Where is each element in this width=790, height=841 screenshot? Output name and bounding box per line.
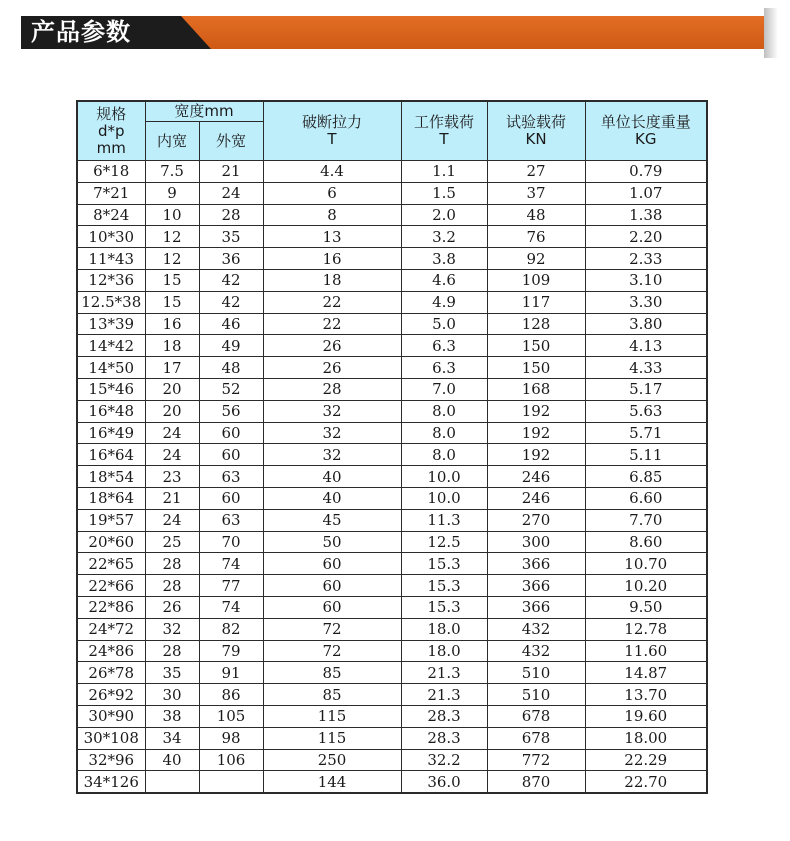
header-weight-line2: KG <box>635 130 657 148</box>
cell-working-load: 8.0 <box>401 400 487 422</box>
cell-inner-width <box>145 771 199 793</box>
cell-breaking-force: 32 <box>263 444 401 466</box>
cell-spec: 24*72 <box>77 618 145 640</box>
cell-inner-width: 38 <box>145 705 199 727</box>
cell-unit-weight: 5.71 <box>585 422 707 444</box>
cell-inner-width: 24 <box>145 444 199 466</box>
table-row <box>77 269 707 291</box>
cell-test-load: 510 <box>487 662 585 684</box>
header-breaking-force <box>263 101 401 161</box>
header-test-line2: KN <box>525 130 547 148</box>
cell-unit-weight: 5.63 <box>585 400 707 422</box>
cell-breaking-force: 6 <box>263 182 401 204</box>
header-spec-line1: 规格 <box>96 104 127 123</box>
cell-working-load: 8.0 <box>401 422 487 444</box>
cell-unit-weight: 5.17 <box>585 378 707 400</box>
table-row <box>77 182 707 204</box>
table-row <box>77 204 707 226</box>
cell-spec: 22*65 <box>77 553 145 575</box>
cell-unit-weight: 22.70 <box>585 771 707 793</box>
cell-breaking-force: 13 <box>263 226 401 248</box>
cell-inner-width: 10 <box>145 204 199 226</box>
header-working-line1: 工作载荷 <box>414 113 475 131</box>
cell-breaking-force: 85 <box>263 662 401 684</box>
header-width-group: 宽度mm <box>145 101 263 122</box>
table-row <box>77 226 707 248</box>
cell-outer-width: 60 <box>199 444 263 466</box>
cell-unit-weight: 4.33 <box>585 357 707 379</box>
header-test-load <box>487 101 585 161</box>
cell-unit-weight: 19.60 <box>585 705 707 727</box>
cell-outer-width: 46 <box>199 313 263 335</box>
cell-inner-width: 17 <box>145 357 199 379</box>
cell-test-load: 48 <box>487 204 585 226</box>
table-row <box>77 618 707 640</box>
cell-working-load: 15.3 <box>401 575 487 597</box>
table-row <box>77 771 707 793</box>
cell-spec: 30*90 <box>77 705 145 727</box>
cell-breaking-force: 50 <box>263 531 401 553</box>
cell-working-load: 15.3 <box>401 553 487 575</box>
cell-test-load: 168 <box>487 378 585 400</box>
cell-unit-weight: 0.79 <box>585 161 707 183</box>
cell-test-load: 870 <box>487 771 585 793</box>
cell-breaking-force: 22 <box>263 291 401 313</box>
cell-outer-width: 35 <box>199 226 263 248</box>
cell-unit-weight: 1.38 <box>585 204 707 226</box>
cell-breaking-force: 60 <box>263 575 401 597</box>
cell-test-load: 192 <box>487 400 585 422</box>
cell-outer-width: 60 <box>199 422 263 444</box>
cell-inner-width: 16 <box>145 313 199 335</box>
cell-outer-width: 70 <box>199 531 263 553</box>
cell-inner-width: 23 <box>145 466 199 488</box>
cell-unit-weight: 3.10 <box>585 269 707 291</box>
table-row <box>77 727 707 749</box>
cell-test-load: 150 <box>487 335 585 357</box>
cell-spec: 20*60 <box>77 531 145 553</box>
cell-inner-width: 24 <box>145 509 199 531</box>
cell-test-load: 432 <box>487 618 585 640</box>
header-breaking-line2: T <box>327 130 337 148</box>
cell-working-load: 28.3 <box>401 705 487 727</box>
cell-inner-width: 34 <box>145 727 199 749</box>
cell-spec: 22*66 <box>77 575 145 597</box>
cell-inner-width: 18 <box>145 335 199 357</box>
header-working-line2: T <box>439 130 449 148</box>
cell-unit-weight: 8.60 <box>585 531 707 553</box>
cell-unit-weight: 18.00 <box>585 727 707 749</box>
cell-inner-width: 15 <box>145 291 199 313</box>
cell-unit-weight: 3.30 <box>585 291 707 313</box>
cell-working-load: 8.0 <box>401 444 487 466</box>
cell-outer-width: 24 <box>199 182 263 204</box>
cell-breaking-force: 8 <box>263 204 401 226</box>
cell-test-load: 678 <box>487 705 585 727</box>
cell-unit-weight: 1.07 <box>585 182 707 204</box>
cell-breaking-force: 115 <box>263 705 401 727</box>
cell-test-load: 366 <box>487 596 585 618</box>
cell-spec: 34*126 <box>77 771 145 793</box>
cell-unit-weight: 14.87 <box>585 662 707 684</box>
cell-inner-width: 28 <box>145 575 199 597</box>
cell-working-load: 4.6 <box>401 269 487 291</box>
cell-working-load: 18.0 <box>401 640 487 662</box>
cell-test-load: 366 <box>487 575 585 597</box>
table-row <box>77 248 707 270</box>
cell-working-load: 4.9 <box>401 291 487 313</box>
cell-breaking-force: 60 <box>263 553 401 575</box>
cell-outer-width: 105 <box>199 705 263 727</box>
cell-test-load: 678 <box>487 727 585 749</box>
cell-spec: 19*57 <box>77 509 145 531</box>
table-row <box>77 575 707 597</box>
cell-test-load: 27 <box>487 161 585 183</box>
cell-spec: 7*21 <box>77 182 145 204</box>
cell-unit-weight: 6.60 <box>585 487 707 509</box>
header-weight-line1: 单位长度重量 <box>600 113 691 131</box>
cell-outer-width: 82 <box>199 618 263 640</box>
header-spec-line2: d*p <box>97 121 125 140</box>
cell-breaking-force: 72 <box>263 640 401 662</box>
cell-unit-weight: 4.13 <box>585 335 707 357</box>
table-row <box>77 161 707 183</box>
cell-breaking-force: 32 <box>263 422 401 444</box>
cell-outer-width: 42 <box>199 291 263 313</box>
cell-inner-width: 32 <box>145 618 199 640</box>
cell-inner-width: 26 <box>145 596 199 618</box>
cell-test-load: 37 <box>487 182 585 204</box>
cell-working-load: 21.3 <box>401 662 487 684</box>
table-row <box>77 531 707 553</box>
cell-outer-width: 52 <box>199 378 263 400</box>
cell-breaking-force: 250 <box>263 749 401 771</box>
table-row <box>77 466 707 488</box>
cell-outer-width: 63 <box>199 466 263 488</box>
cell-outer-width: 77 <box>199 575 263 597</box>
cell-unit-weight: 5.11 <box>585 444 707 466</box>
table-row <box>77 640 707 662</box>
cell-breaking-force: 60 <box>263 596 401 618</box>
cell-breaking-force: 144 <box>263 771 401 793</box>
cell-working-load: 7.0 <box>401 378 487 400</box>
cell-working-load: 1.1 <box>401 161 487 183</box>
cell-test-load: 246 <box>487 487 585 509</box>
parameters-table <box>76 100 708 794</box>
cell-unit-weight: 9.50 <box>585 596 707 618</box>
cell-unit-weight: 2.33 <box>585 248 707 270</box>
header-breaking-line1: 破断拉力 <box>302 113 363 131</box>
cell-spec: 15*46 <box>77 378 145 400</box>
table-row <box>77 444 707 466</box>
cell-working-load: 6.3 <box>401 335 487 357</box>
cell-working-load: 10.0 <box>401 466 487 488</box>
cell-spec: 11*43 <box>77 248 145 270</box>
cell-spec: 6*18 <box>77 161 145 183</box>
cell-spec: 30*108 <box>77 727 145 749</box>
table-row <box>77 378 707 400</box>
table-row <box>77 335 707 357</box>
cell-outer-width <box>199 771 263 793</box>
cell-outer-width: 60 <box>199 487 263 509</box>
table-row <box>77 400 707 422</box>
cell-spec: 13*39 <box>77 313 145 335</box>
cell-spec: 18*54 <box>77 466 145 488</box>
cell-test-load: 366 <box>487 553 585 575</box>
cell-inner-width: 12 <box>145 248 199 270</box>
cell-spec: 14*42 <box>77 335 145 357</box>
cell-unit-weight: 22.29 <box>585 749 707 771</box>
cell-test-load: 270 <box>487 509 585 531</box>
table-row <box>77 357 707 379</box>
cell-breaking-force: 40 <box>263 487 401 509</box>
cell-test-load: 76 <box>487 226 585 248</box>
cell-spec: 14*50 <box>77 357 145 379</box>
cell-unit-weight: 10.70 <box>585 553 707 575</box>
banner-shadow <box>764 8 778 58</box>
cell-test-load: 150 <box>487 357 585 379</box>
table-row <box>77 749 707 771</box>
cell-outer-width: 63 <box>199 509 263 531</box>
cell-inner-width: 24 <box>145 422 199 444</box>
cell-test-load: 432 <box>487 640 585 662</box>
cell-working-load: 5.0 <box>401 313 487 335</box>
cell-working-load: 10.0 <box>401 487 487 509</box>
cell-working-load: 3.8 <box>401 248 487 270</box>
cell-outer-width: 48 <box>199 357 263 379</box>
cell-inner-width: 35 <box>145 662 199 684</box>
cell-spec: 32*96 <box>77 749 145 771</box>
cell-inner-width: 12 <box>145 226 199 248</box>
cell-inner-width: 28 <box>145 553 199 575</box>
cell-spec: 26*92 <box>77 684 145 706</box>
cell-inner-width: 21 <box>145 487 199 509</box>
cell-inner-width: 20 <box>145 400 199 422</box>
cell-spec: 12.5*38 <box>77 291 145 313</box>
table-body <box>77 161 707 794</box>
header-test-line1: 试验载荷 <box>506 113 567 131</box>
cell-test-load: 772 <box>487 749 585 771</box>
cell-outer-width: 28 <box>199 204 263 226</box>
cell-working-load: 18.0 <box>401 618 487 640</box>
cell-breaking-force: 26 <box>263 335 401 357</box>
cell-breaking-force: 115 <box>263 727 401 749</box>
cell-breaking-force: 28 <box>263 378 401 400</box>
cell-working-load: 1.5 <box>401 182 487 204</box>
cell-working-load: 6.3 <box>401 357 487 379</box>
cell-spec: 26*78 <box>77 662 145 684</box>
cell-test-load: 510 <box>487 684 585 706</box>
cell-working-load: 28.3 <box>401 727 487 749</box>
cell-outer-width: 42 <box>199 269 263 291</box>
cell-outer-width: 49 <box>199 335 263 357</box>
cell-test-load: 92 <box>487 248 585 270</box>
cell-test-load: 246 <box>487 466 585 488</box>
table-row <box>77 684 707 706</box>
banner-title: 产品参数 <box>31 18 131 46</box>
cell-working-load: 36.0 <box>401 771 487 793</box>
cell-inner-width: 25 <box>145 531 199 553</box>
header-outer-width: 外宽 <box>199 122 263 161</box>
table-row <box>77 313 707 335</box>
cell-inner-width: 7.5 <box>145 161 199 183</box>
cell-breaking-force: 18 <box>263 269 401 291</box>
cell-breaking-force: 22 <box>263 313 401 335</box>
cell-unit-weight: 2.20 <box>585 226 707 248</box>
cell-outer-width: 21 <box>199 161 263 183</box>
table-row <box>77 705 707 727</box>
cell-outer-width: 86 <box>199 684 263 706</box>
cell-inner-width: 30 <box>145 684 199 706</box>
cell-spec: 10*30 <box>77 226 145 248</box>
cell-outer-width: 36 <box>199 248 263 270</box>
cell-breaking-force: 26 <box>263 357 401 379</box>
cell-breaking-force: 4.4 <box>263 161 401 183</box>
cell-working-load: 2.0 <box>401 204 487 226</box>
header-unit-weight <box>585 101 707 161</box>
header-inner-width: 内宽 <box>145 122 199 161</box>
table-row <box>77 596 707 618</box>
cell-outer-width: 79 <box>199 640 263 662</box>
table-row <box>77 487 707 509</box>
table-row <box>77 422 707 444</box>
cell-unit-weight: 3.80 <box>585 313 707 335</box>
header-spec <box>77 101 145 161</box>
cell-test-load: 128 <box>487 313 585 335</box>
cell-unit-weight: 11.60 <box>585 640 707 662</box>
cell-outer-width: 74 <box>199 553 263 575</box>
cell-spec: 16*49 <box>77 422 145 444</box>
table-row <box>77 553 707 575</box>
cell-inner-width: 15 <box>145 269 199 291</box>
cell-working-load: 12.5 <box>401 531 487 553</box>
cell-breaking-force: 72 <box>263 618 401 640</box>
table-row <box>77 509 707 531</box>
cell-working-load: 21.3 <box>401 684 487 706</box>
cell-inner-width: 28 <box>145 640 199 662</box>
cell-outer-width: 91 <box>199 662 263 684</box>
title-banner <box>21 16 764 49</box>
cell-test-load: 192 <box>487 444 585 466</box>
header-working-load <box>401 101 487 161</box>
cell-spec: 12*36 <box>77 269 145 291</box>
cell-inner-width: 9 <box>145 182 199 204</box>
cell-breaking-force: 45 <box>263 509 401 531</box>
cell-outer-width: 106 <box>199 749 263 771</box>
cell-breaking-force: 40 <box>263 466 401 488</box>
cell-outer-width: 74 <box>199 596 263 618</box>
table-row <box>77 662 707 684</box>
header-spec-line3: mm <box>96 138 126 157</box>
cell-breaking-force: 32 <box>263 400 401 422</box>
cell-breaking-force: 16 <box>263 248 401 270</box>
cell-test-load: 109 <box>487 269 585 291</box>
cell-spec: 16*48 <box>77 400 145 422</box>
cell-spec: 24*86 <box>77 640 145 662</box>
cell-outer-width: 98 <box>199 727 263 749</box>
cell-working-load: 11.3 <box>401 509 487 531</box>
cell-unit-weight: 6.85 <box>585 466 707 488</box>
cell-unit-weight: 10.20 <box>585 575 707 597</box>
cell-test-load: 192 <box>487 422 585 444</box>
cell-inner-width: 40 <box>145 749 199 771</box>
cell-spec: 22*86 <box>77 596 145 618</box>
cell-working-load: 32.2 <box>401 749 487 771</box>
cell-spec: 18*64 <box>77 487 145 509</box>
cell-test-load: 300 <box>487 531 585 553</box>
cell-spec: 8*24 <box>77 204 145 226</box>
cell-spec: 16*64 <box>77 444 145 466</box>
cell-unit-weight: 12.78 <box>585 618 707 640</box>
cell-unit-weight: 7.70 <box>585 509 707 531</box>
cell-breaking-force: 85 <box>263 684 401 706</box>
cell-working-load: 15.3 <box>401 596 487 618</box>
cell-test-load: 117 <box>487 291 585 313</box>
table-row <box>77 291 707 313</box>
cell-inner-width: 20 <box>145 378 199 400</box>
cell-outer-width: 56 <box>199 400 263 422</box>
cell-unit-weight: 13.70 <box>585 684 707 706</box>
cell-working-load: 3.2 <box>401 226 487 248</box>
